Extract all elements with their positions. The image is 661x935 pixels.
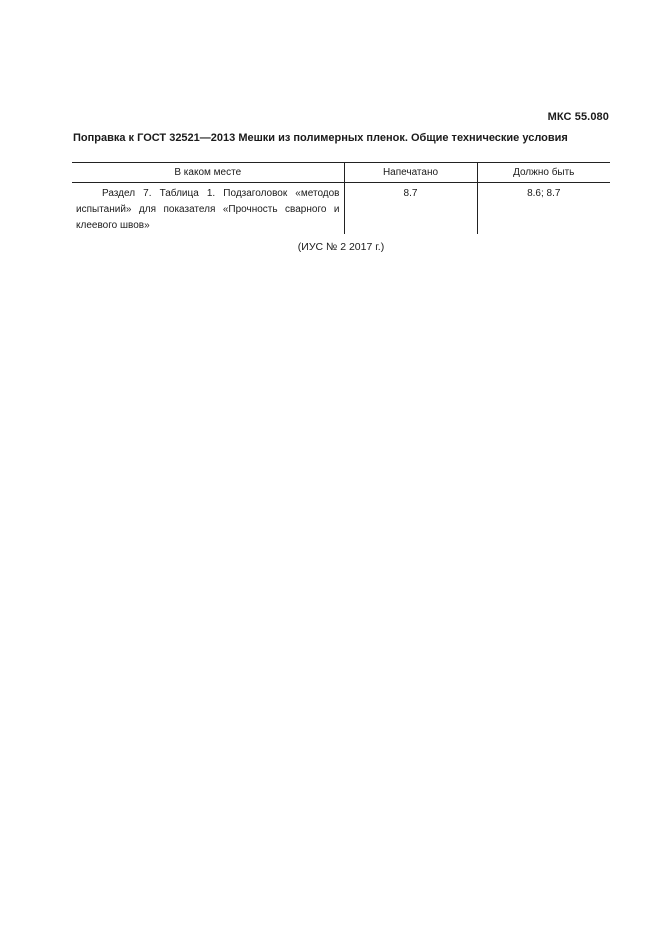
source-reference: (ИУС № 2 2017 г.) bbox=[297, 241, 385, 253]
mks-code: МКС 55.080 bbox=[547, 111, 609, 123]
table-row bbox=[72, 183, 610, 235]
column-header-should-be: Должно быть bbox=[477, 163, 610, 183]
cell-place: Раздел 7. Таблица 1. Подзаголовок «методов испытаний» для показателя «Прочность сварного и клеевого швов» bbox=[76, 188, 340, 231]
column-header-place: В каком месте bbox=[72, 163, 344, 183]
table-header-row bbox=[72, 163, 610, 183]
document-title: Поправка к ГОСТ 32521—2013 Мешки из полимерных пленок. Общие технические условия bbox=[73, 132, 568, 144]
cell-should-be: 8.6; 8.7 bbox=[477, 183, 610, 235]
cell-printed: 8.7 bbox=[344, 183, 477, 235]
column-header-printed: Напечатано bbox=[344, 163, 477, 183]
correction-table bbox=[72, 162, 610, 234]
